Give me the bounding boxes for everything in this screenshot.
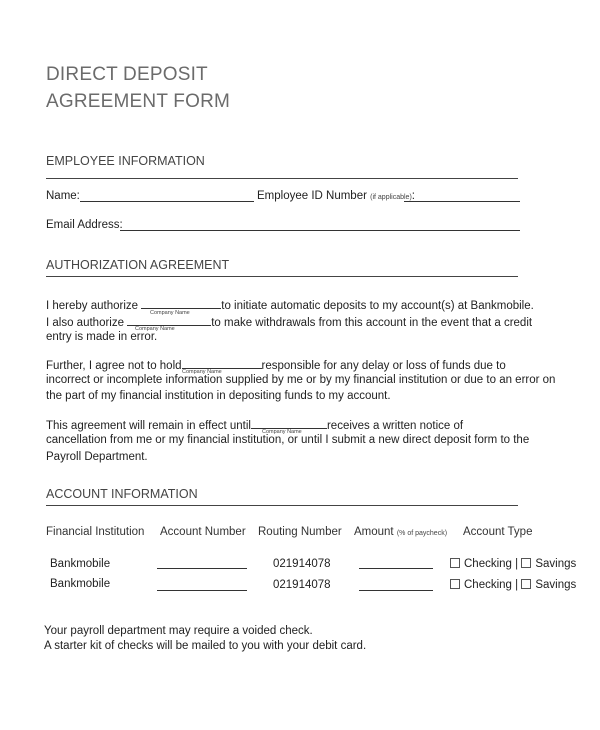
name-field[interactable]: [80, 201, 254, 202]
col-account-number: Account Number: [160, 526, 246, 538]
section-rule: [46, 505, 518, 506]
row1-amount-field[interactable]: [359, 568, 433, 569]
auth-line-2: I also authorize to make withdrawals from this account in the event that a credit: [46, 314, 532, 329]
col-amount: Amount (% of paycheck): [354, 526, 448, 538]
section-rule: [46, 178, 518, 179]
section-rule: [46, 276, 518, 277]
auth-line-4: Further, I agree not to hold responsible for any delay or loss of funds due to: [46, 357, 506, 372]
form-title-line1: DIRECT DEPOSIT: [46, 64, 208, 85]
company-name-field-1[interactable]: [141, 297, 221, 309]
footer-line-2: A starter kit of checks will be mailed to you with your debit card.: [44, 640, 367, 652]
auth-line-7: This agreement will remain in effect until receives a written notice of: [46, 417, 463, 432]
company-caption-1: Company Name: [150, 310, 190, 316]
row1-account-number-field[interactable]: [157, 568, 247, 569]
col-account-type: Account Type: [463, 526, 533, 538]
company-name-field-4[interactable]: [251, 417, 327, 429]
auth-line-8: cancellation from me or my financial institution, or until I submit a new direct deposit form to the: [46, 434, 530, 446]
row1-routing-number: 021914078: [273, 558, 331, 570]
checking-checkbox[interactable]: [450, 579, 460, 589]
company-caption-2: Company Name: [135, 326, 175, 332]
auth-line-6: the part of my financial institution in depositing funds to my account.: [46, 390, 391, 402]
auth-line-3: entry is made in error.: [46, 331, 158, 343]
checking-checkbox[interactable]: [450, 558, 460, 568]
row2-routing-number: 021914078: [273, 579, 331, 591]
amount-note: (% of paycheck): [396, 530, 448, 537]
auth-line-5: incorrect or incomplete information supplied by me or by my financial institution or due to an error on: [46, 374, 556, 386]
authorization-heading: AUTHORIZATION AGREEMENT: [46, 258, 230, 272]
col-financial-institution: Financial Institution: [46, 526, 145, 538]
name-label: Name:: [46, 190, 80, 202]
footer-line-1: Your payroll department may require a voided check.: [44, 625, 313, 637]
employee-id-note: (if applicable): [370, 194, 412, 201]
account-info-heading: ACCOUNT INFORMATION: [46, 487, 198, 501]
employee-info-heading: EMPLOYEE INFORMATION: [46, 154, 205, 168]
company-name-field-3[interactable]: [182, 357, 262, 369]
employee-id-label: Employee ID Number (if applicable):: [257, 190, 415, 202]
row2-account-number-field[interactable]: [157, 590, 247, 591]
employee-id-field[interactable]: [404, 201, 520, 202]
savings-checkbox[interactable]: [521, 579, 531, 589]
email-field[interactable]: [120, 230, 520, 231]
company-name-field-2[interactable]: [127, 314, 211, 326]
row2-institution: Bankmobile: [50, 578, 111, 590]
auth-line-1: I hereby authorize to initiate automatic deposits to my account(s) at Bankmobile.: [46, 297, 534, 312]
company-caption-4: Company Name: [262, 429, 302, 435]
email-label: Email Address:: [46, 219, 123, 231]
col-routing-number: Routing Number: [258, 526, 342, 538]
row1-institution: Bankmobile: [50, 558, 111, 570]
auth-line-9: Payroll Department.: [46, 451, 148, 463]
row2-account-type: Checking | Savings: [450, 579, 576, 591]
row1-account-type: Checking | Savings: [450, 558, 576, 570]
savings-checkbox[interactable]: [521, 558, 531, 568]
company-caption-3: Company Name: [182, 369, 222, 375]
form-title-line2: AGREEMENT FORM: [46, 91, 231, 112]
row2-amount-field[interactable]: [359, 590, 433, 591]
